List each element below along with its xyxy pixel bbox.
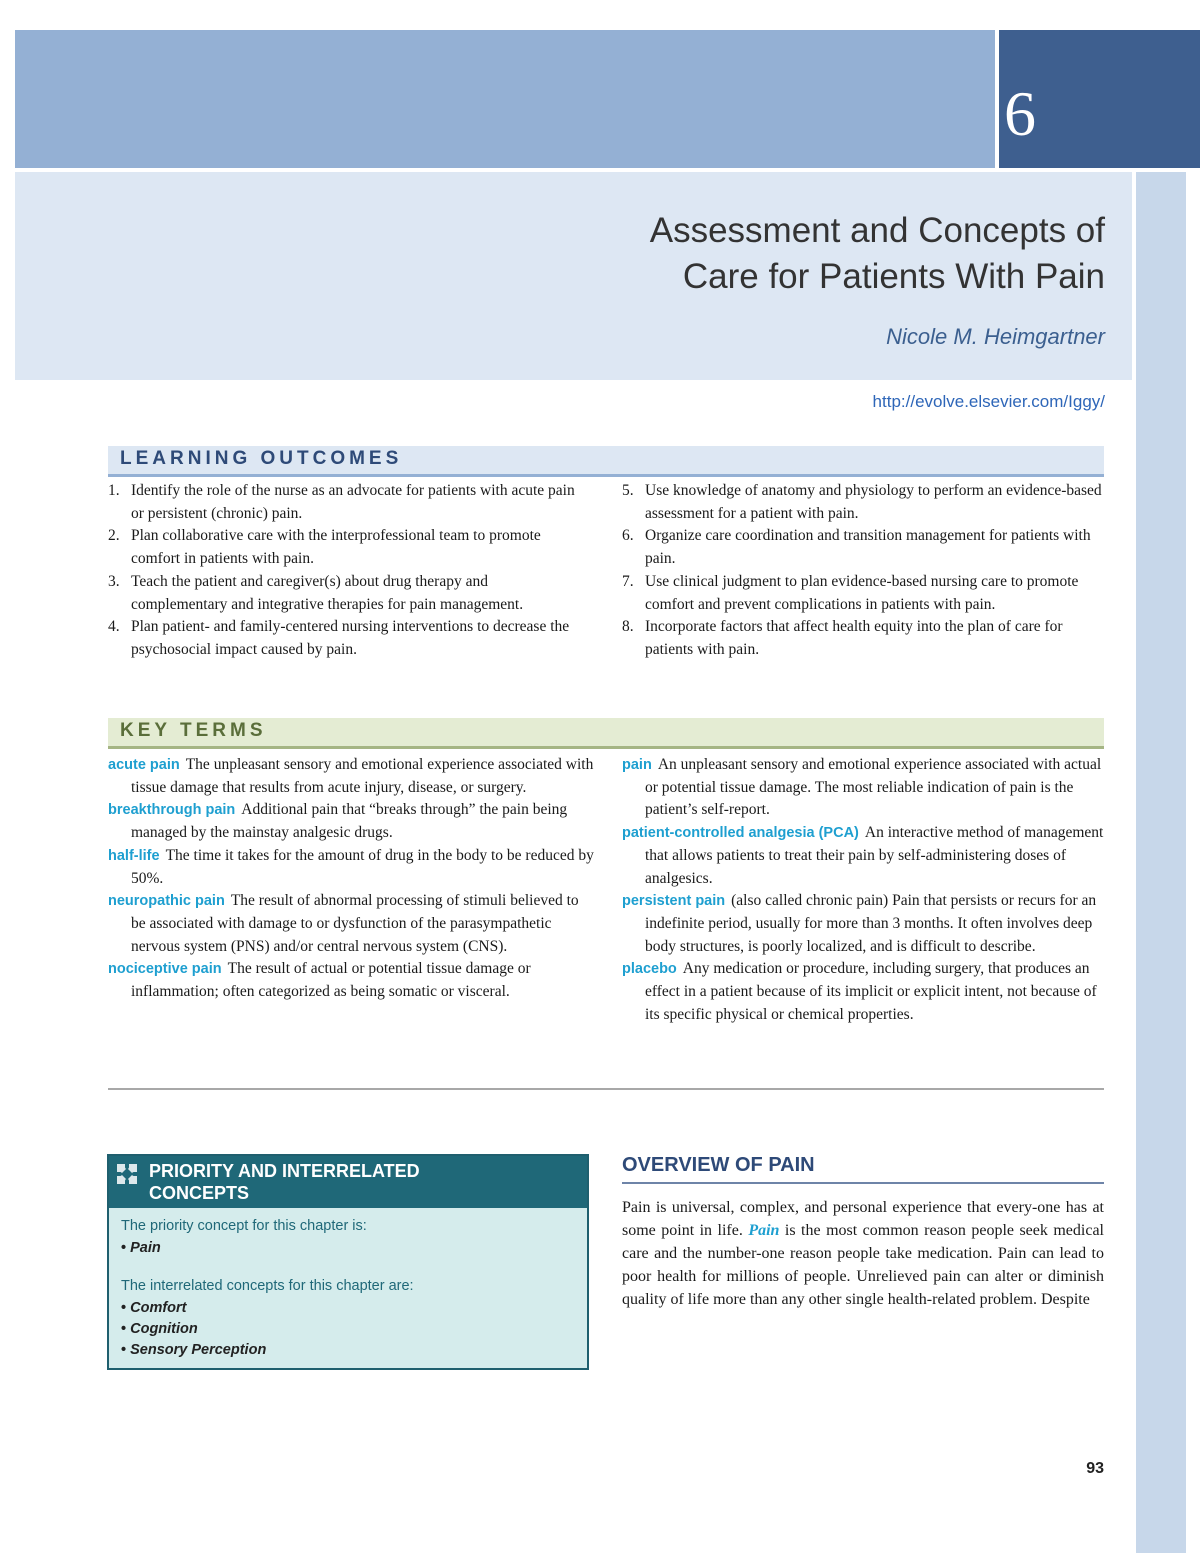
priority-box-header	[109, 1156, 587, 1208]
key-term: acute pain	[108, 757, 180, 773]
key-term: neuropathic pain	[108, 893, 225, 910]
learning-outcome-text: Identify the role of the nurse as an advocate for patients with acute pain or persistent (chronic) pain.	[131, 482, 575, 522]
key-term: nociceptive pain	[108, 961, 222, 978]
learning-outcomes-title: LEARNING OUTCOMES	[120, 448, 403, 469]
key-term-definition: An unpleasant sensory and emotional experience associated with actual or potential tissue damage. The most reliable indication of pain is the patient’s self-report.	[645, 756, 1102, 819]
key-terms-title: KEY TERMS	[120, 720, 267, 741]
key-term-item	[622, 822, 1106, 890]
priority-concept-label: The priority concept for this chapter is:	[121, 1218, 367, 1234]
key-terms-left	[108, 754, 594, 1004]
learning-outcome-text: Use knowledge of anatomy and physiology to perform an evidence-based assessment for a patient with pain.	[645, 482, 1102, 522]
priority-concept-list	[121, 1238, 161, 1259]
learning-outcome-item	[622, 525, 1106, 570]
learning-outcome-item	[622, 571, 1106, 616]
interrelated-concepts-list	[121, 1298, 266, 1361]
learning-outcome-text: Incorporate factors that affect health equity into the plan of care for patients with pain.	[645, 618, 1063, 658]
overview-highlight-term: Pain	[748, 1222, 780, 1239]
learning-outcome-text: Plan patient- and family-centered nursing interventions to decrease the psychosocial impact caused by pain.	[131, 618, 570, 658]
key-term-definition: The unpleasant sensory and emotional experience associated with tissue damage that results from acute injury, disease, or surgery.	[131, 756, 594, 796]
learning-outcome-text: Use clinical judgment to plan evidence-based nursing care to promote comfort and prevent complications in patients with pain.	[645, 572, 1079, 613]
key-term-definition: Any medication or procedure, including surgery, that produces an effect in a patient because of its implicit or explicit intent, not because of its specific physical or chemical properties.	[645, 960, 1097, 1023]
learning-outcome-item	[108, 525, 588, 570]
key-term-item	[622, 890, 1106, 958]
chapter-title-line-1: Assessment and Concepts of	[649, 211, 1105, 250]
key-term: placebo	[622, 961, 677, 978]
overview-paragraph	[622, 1196, 1104, 1311]
key-terms-header	[108, 718, 1104, 749]
key-term-item	[622, 958, 1106, 1026]
key-term-item	[108, 890, 594, 958]
priority-concept-item: • Pain	[121, 1238, 161, 1259]
chapter-title	[400, 208, 1105, 300]
learning-outcome-number: 1.	[108, 482, 120, 499]
author-name: Nicole M. Heimgartner	[886, 324, 1105, 349]
priority-concepts-box	[107, 1154, 589, 1370]
overview-heading-rule	[622, 1182, 1104, 1184]
learning-outcome-text: Plan collaborative care with the interprofessional team to promote comfort in patients with pain.	[131, 527, 541, 568]
interrelated-concept-item: • Cognition	[121, 1319, 266, 1340]
key-term-definition: The result of abnormal processing of stimuli believed to be associated with damage to or dysfunction of the parasympathetic nervous system (PNS) and/or central nervous system (CNS).	[131, 892, 579, 955]
learning-outcome-number: 6.	[622, 527, 634, 545]
key-term-item	[108, 799, 594, 844]
key-term: half-life	[108, 847, 160, 864]
learning-outcomes-header	[108, 446, 1104, 477]
chapter-number: 6	[1004, 78, 1036, 149]
learning-outcome-number: 5.	[622, 482, 634, 499]
learning-outcome-number: 7.	[622, 572, 634, 590]
learning-outcomes-right	[622, 480, 1106, 662]
learning-outcome-text: Organize care coordination and transition management for patients with pain.	[645, 527, 1091, 568]
side-strip	[1136, 172, 1186, 1553]
header-band	[15, 30, 995, 168]
key-term-definition: The result of actual or potential tissue damage or inflammation; often categorized as being somatic or visceral.	[131, 960, 531, 1001]
key-term-definition: (also called chronic pain) Pain that persists or recurs for an indefinite period, usually for more than 3 months. It often involves deep body structures, is poorly localized, and is difficult to describe.	[645, 892, 1097, 955]
key-term-item	[622, 754, 1106, 822]
learning-outcomes-left	[108, 480, 588, 662]
learning-outcome-item	[622, 616, 1106, 661]
priority-box-title-line-2: CONCEPTS	[149, 1183, 250, 1203]
key-terms-right	[622, 754, 1106, 1026]
priority-box-title-line-1: PRIORITY AND INTERRELATED	[149, 1161, 420, 1181]
learning-outcome-text: Teach the patient and caregiver(s) about drug therapy and complementary and integrative therapies for pain management.	[131, 572, 524, 613]
learning-outcome-item	[622, 480, 1106, 525]
interrelated-concept-item: • Sensory Perception	[121, 1340, 266, 1361]
learning-outcome-item	[108, 616, 588, 661]
key-term: breakthrough pain	[108, 802, 236, 819]
learning-outcome-item	[108, 571, 588, 616]
key-term-item	[108, 754, 594, 799]
key-term: patient-controlled analgesia (PCA)	[622, 825, 859, 842]
key-term-definition: An interactive method of management that allows patients to treat their pain by self-administering doses of analgesics.	[645, 824, 1104, 887]
key-term-definition: The time it takes for the amount of drug in the body to be reduced by 50%.	[131, 846, 594, 887]
interrelated-concept-item: • Comfort	[121, 1298, 266, 1319]
priority-box-title	[149, 1160, 569, 1204]
interrelated-concepts-label: The interrelated concepts for this chapter are:	[121, 1278, 414, 1294]
overview-text-after: is the most common reason people seek medical care and the number-one reason people take medication. Pain can lead to poor health for millions of people. Unrelieved pain can alter or diminish quality of life more than any other single health-related problem. Despite	[622, 1222, 1104, 1308]
learning-outcome-item	[108, 480, 588, 525]
key-term-item	[108, 845, 594, 890]
key-terms-divider	[108, 1088, 1104, 1090]
overview-heading: OVERVIEW OF PAIN	[622, 1154, 815, 1176]
key-term: persistent pain	[622, 893, 726, 910]
key-term: pain	[622, 757, 652, 773]
learning-outcome-number: 4.	[108, 618, 120, 636]
overview-text-before: Pain is universal, complex, and personal experience that every-one has at some point in life.	[622, 1199, 1104, 1239]
page-number: 93	[1086, 1460, 1104, 1477]
concept-puzzle-icon	[113, 1160, 141, 1188]
key-term-definition: Additional pain that “breaks through” the pain being managed by the mainstay analgesic drugs.	[131, 801, 568, 842]
learning-outcome-number: 2.	[108, 527, 120, 545]
key-term-item	[108, 958, 594, 1003]
learning-outcome-number: 8.	[622, 618, 634, 636]
evolve-link[interactable]: http://evolve.elsevier.com/Iggy/	[872, 392, 1105, 411]
learning-outcome-number: 3.	[108, 572, 120, 590]
chapter-title-line-2: Care for Patients With Pain	[682, 257, 1105, 296]
